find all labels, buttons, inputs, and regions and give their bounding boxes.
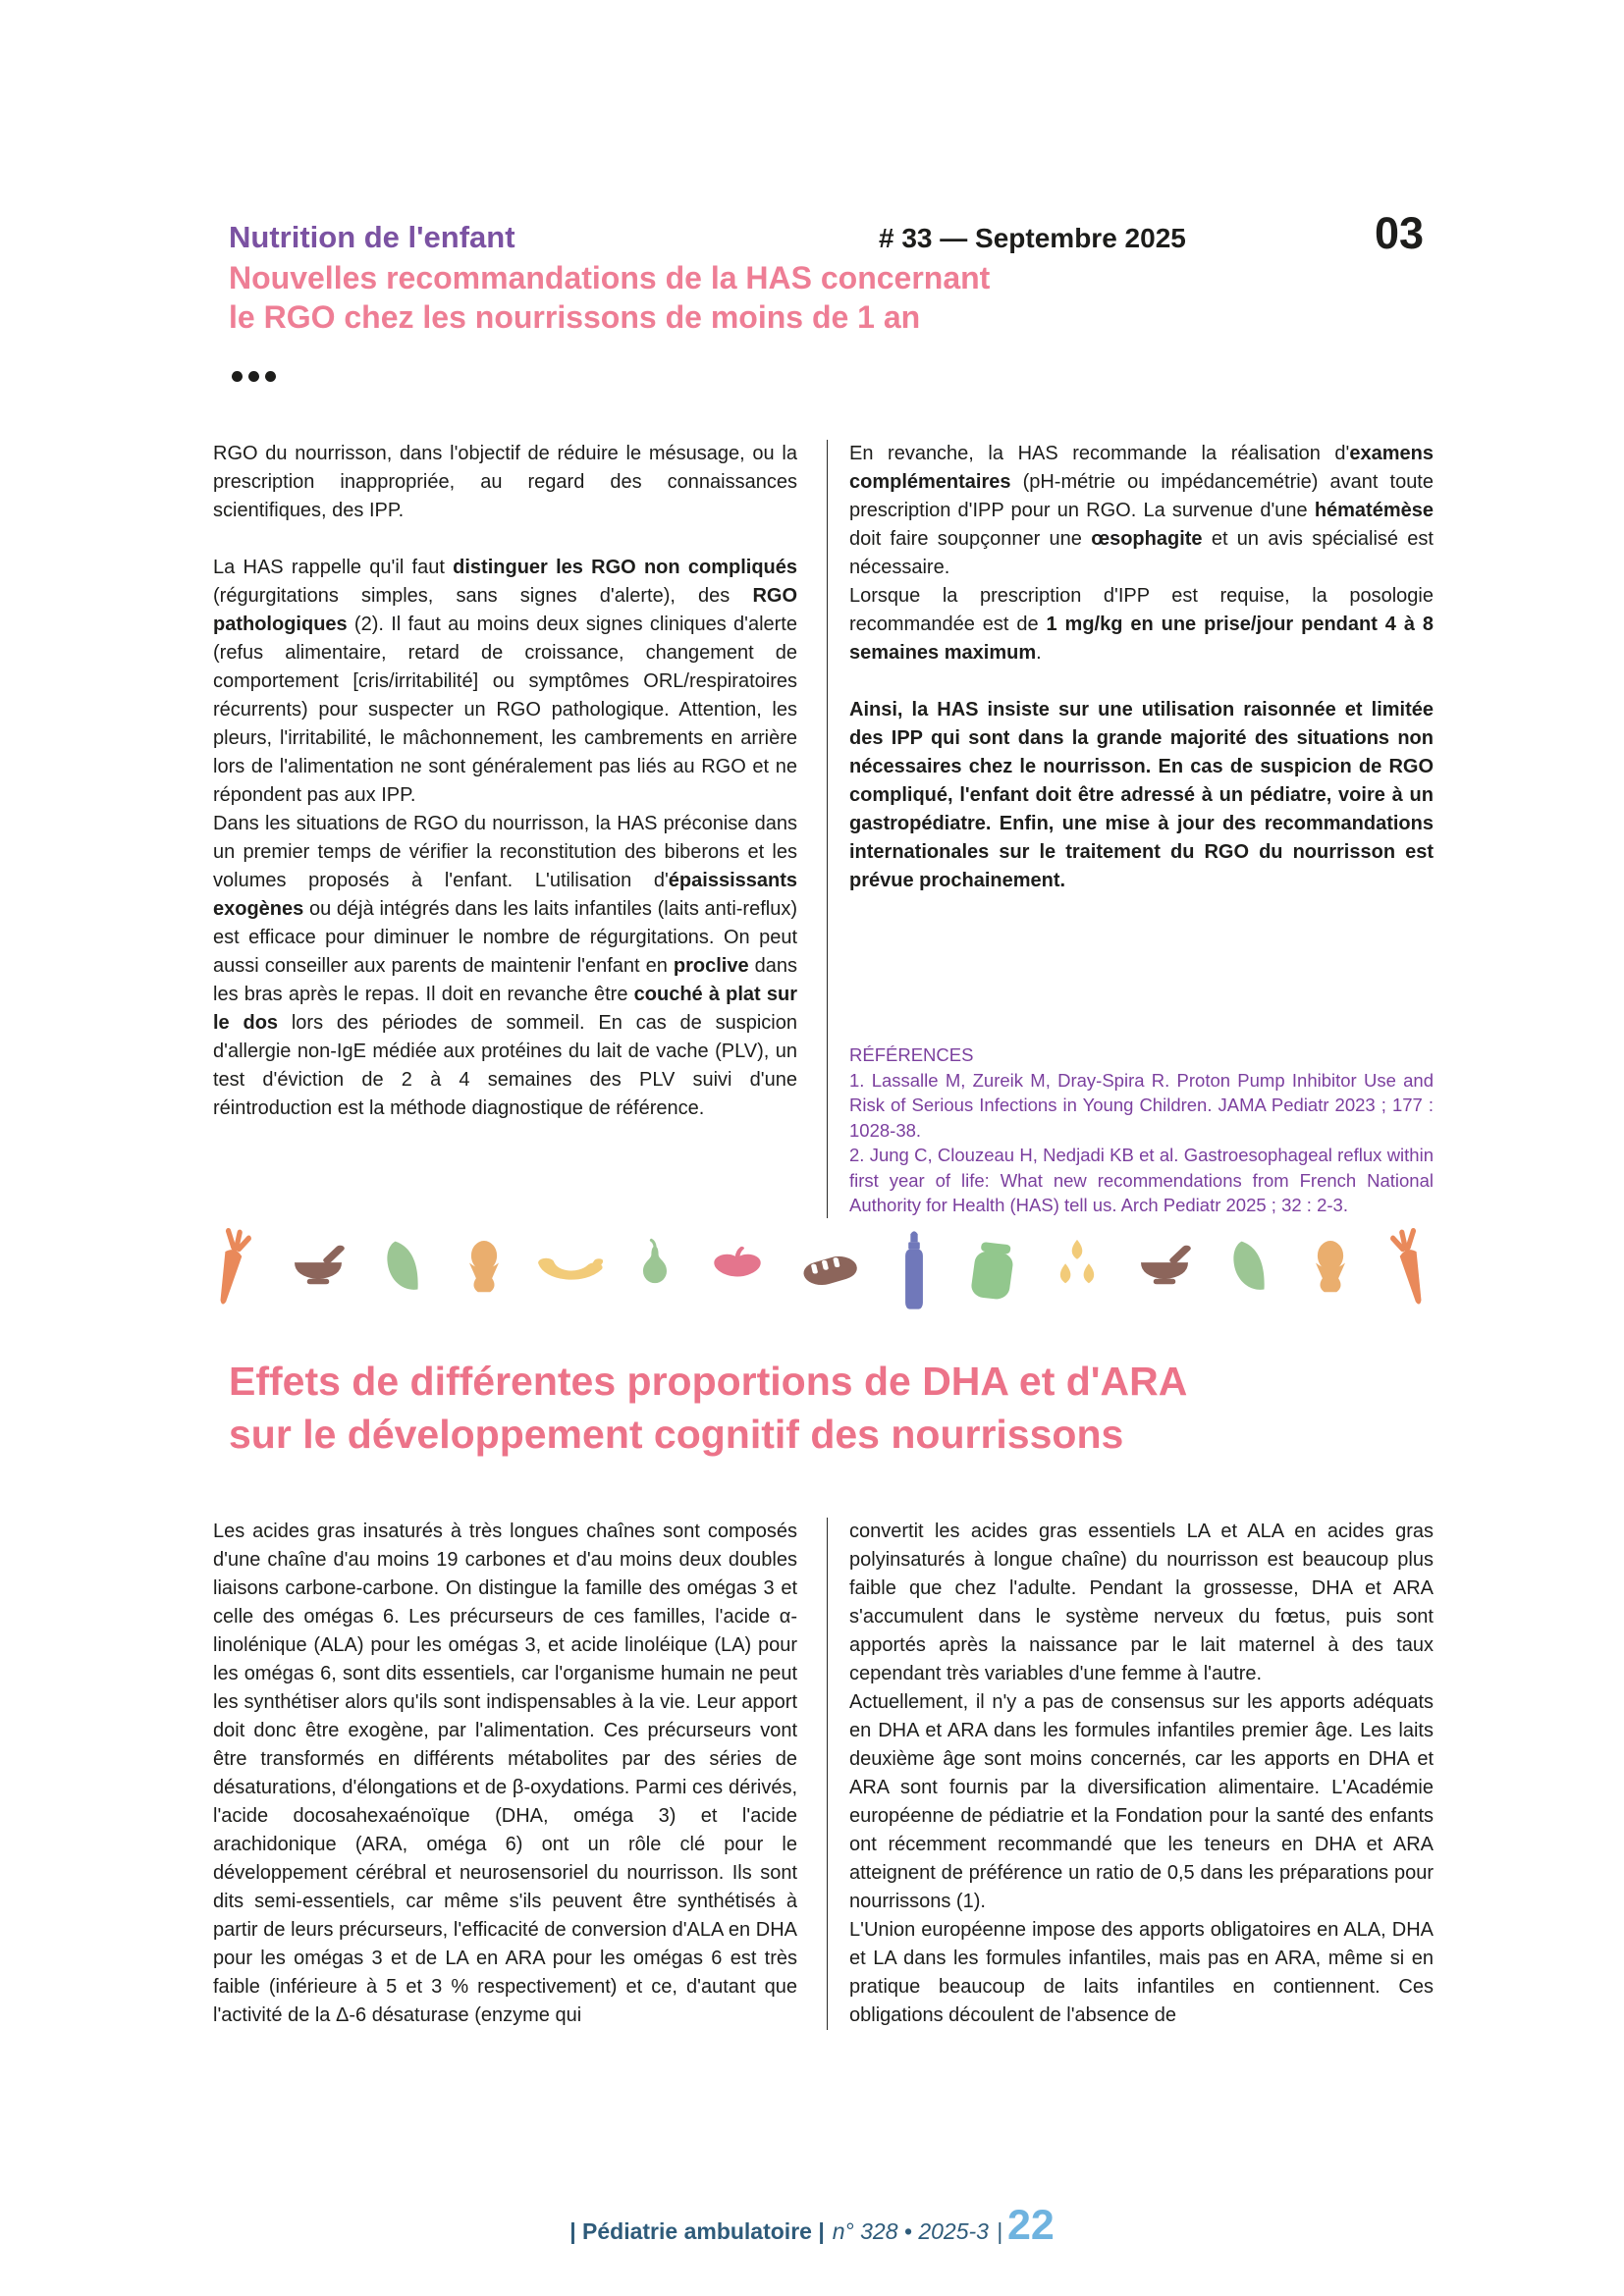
reference-item: 1. Lassalle M, Zureik M, Dray-Spira R. Proton Pump Inhibitor Use and Risk of Serious Infections in Young Children. JAMA Pediatr 2023 ; 177 : 1028-38. bbox=[849, 1069, 1434, 1141]
pear-icon bbox=[631, 1238, 678, 1305]
jar-icon bbox=[963, 1234, 1022, 1308]
paragraph bbox=[849, 1688, 1434, 1916]
page-footer bbox=[0, 2202, 1624, 2249]
paragraph bbox=[213, 554, 797, 810]
reference-item: 2. Jung C, Clouzeau H, Nedjadi KB et al. Gastroesophageal reflux within first year of life: What new recommendations from French National Authority for Health (HAS) tell us. Arch Pediatr 2025 ; 32 : 2-3. bbox=[849, 1145, 1434, 1215]
paragraph bbox=[849, 1916, 1434, 2030]
journal-name: | Pédiatrie ambulatoire | bbox=[569, 2218, 825, 2244]
article1-title-line1: Nouvelles recommandations de la HAS concernant bbox=[229, 260, 991, 295]
paragraph bbox=[849, 1518, 1434, 1688]
article1-column-right-text bbox=[849, 440, 1434, 895]
text-run: RGO pathologiques bbox=[213, 585, 797, 635]
text-run: L'Union européenne impose des apports obligatoires en ALA, DHA et LA dans les formules infantiles, mais pas en ARA, même si en pratique beaucoup de laits infantiles en contiennent. Ces obligations découlent de l'absence de bbox=[849, 1919, 1434, 2026]
footer-separator: | bbox=[996, 2218, 1002, 2244]
paragraph bbox=[849, 582, 1434, 667]
article1-title bbox=[229, 258, 990, 337]
text-run: (2). Il faut au moins deux signes cliniques d'alerte (refus alimentaire, retard de croissance, changement de comportement [cris/irritabilité] ou symptômes ORL/respiratoires récurrents) pour suspecter un RGO pathologique. Attention, les pleurs, l'irritabilité, le mâchonnement, les cambrements en arrière lors de l'alimentation ne sont généralement pas liés au RGO et ne répondent pas aux IPP. bbox=[213, 614, 797, 806]
text-run: En revanche, la HAS recommande la réalisation d' bbox=[849, 443, 1350, 464]
mortar-bowl-icon bbox=[1133, 1241, 1196, 1302]
article2-column-right bbox=[827, 1518, 1434, 2030]
text-run: proclive bbox=[673, 955, 749, 977]
melon-wedge-icon bbox=[1224, 1235, 1277, 1308]
references-block bbox=[849, 1042, 1434, 1218]
text-run: examens complémentaires bbox=[849, 443, 1434, 493]
text-run: dans les bras après le repas. Il doit en revanche être bbox=[213, 955, 797, 1005]
text-run: épaississants exogènes bbox=[213, 870, 797, 920]
issue-info: n° 328 • 2025-3 bbox=[832, 2218, 989, 2244]
article2-title-line1: Effets de différentes proportions de DHA et d'ARA bbox=[229, 1359, 1188, 1404]
dot-icon bbox=[248, 371, 259, 382]
article2-title-line2: sur le développement cognitif des nourrissons bbox=[229, 1412, 1124, 1457]
article2-column-left bbox=[213, 1518, 797, 2030]
egg-cup-icon bbox=[1306, 1238, 1355, 1305]
page-number-bottom: 22 bbox=[1006, 2202, 1055, 2249]
egg-cup-icon bbox=[460, 1238, 509, 1305]
article1-body bbox=[213, 440, 1434, 1218]
text-run: et un avis spécialisé est nécessaire. bbox=[849, 528, 1434, 578]
seeds-icon bbox=[1050, 1236, 1105, 1307]
text-run: couché à plat sur le dos bbox=[213, 984, 798, 1034]
paragraph bbox=[849, 696, 1434, 895]
apple-icon bbox=[707, 1244, 768, 1299]
continuation-dots-icon bbox=[232, 371, 276, 382]
article1-title-line2: le RGO chez les nourrissons de moins de 1 an bbox=[229, 299, 921, 335]
mortar-bowl-icon bbox=[287, 1241, 350, 1302]
text-run: doit faire soupçonner une bbox=[849, 528, 1092, 550]
paragraph bbox=[213, 1518, 797, 2030]
text-run: La HAS rappelle qu'il faut bbox=[213, 557, 454, 578]
baby-bottle-icon bbox=[893, 1226, 935, 1316]
text-run: 1 mg/kg en une prise/jour pendant 4 à 8 semaines maximum bbox=[849, 614, 1435, 664]
article2-body bbox=[213, 1518, 1434, 2030]
carrot-flipped-icon bbox=[1383, 1226, 1440, 1316]
references-title: RÉFÉRENCES bbox=[849, 1044, 974, 1065]
text-run: Lorsque la prescription d'IPP est requise, la posologie recommandée est de bbox=[849, 585, 1434, 635]
text-run: hématémèse bbox=[1314, 500, 1434, 521]
bread-icon bbox=[796, 1240, 865, 1303]
text-run: Actuellement, il n'y a pas de consensus sur les apports adéquats en DHA et ARA dans les formules infantiles premier âge. Les laits deuxième âge sont moins concernés, car les apports en DHA et ARA sont fournis par la diversification alimentaire. L'Académie européenne de pédiatrie et la Fondation pour la santé des enfants ont récemment recommandé que les teneurs en DHA et ARA atteignent de préférence un ratio de 0,5 dans les préparations pour nourrissons (1). bbox=[849, 1691, 1434, 1912]
text-run: lors des périodes de sommeil. En cas de suspicion d'allergie non-IgE médiée aux protéines du lait de vache (PLV), un test d'éviction de 2 à 4 semaines des PLV suivi d'une réintroduction est la méthode diagnostique de référence. bbox=[213, 1012, 797, 1119]
article2-title bbox=[229, 1355, 1187, 1461]
paragraph bbox=[213, 440, 797, 525]
melon-wedge-icon bbox=[378, 1235, 431, 1308]
food-icons-band bbox=[201, 1220, 1440, 1322]
text-run: (pH-métrie ou impédancemétrie) avant toute prescription d'IPP pour un RGO. La survenue d'une bbox=[849, 471, 1434, 521]
text-run: Dans les situations de RGO du nourrisson, la HAS préconise dans un premier temps de vérifier la reconstitution des biberons et les volumes proposés à l'enfant. L'utilisation d' bbox=[213, 813, 797, 891]
text-run: convertit les acides gras essentiels LA et ALA en acides gras polyinsaturés à longue chaîne) du nourrisson est beaucoup plus faible que chez l'adulte. Pendant la grossesse, DHA et ARA s'accumulent dans le système nerveux du fœtus, puis sont apportés après la naissance par le lait maternel à des taux cependant très variables d'une femme à l'autre. bbox=[849, 1521, 1434, 1684]
page-number-top: 03 bbox=[1375, 208, 1425, 258]
dot-icon bbox=[265, 371, 276, 382]
section-title: Nutrition de l'enfant bbox=[229, 220, 515, 254]
text-run: ou déjà intégrés dans les laits infantiles (laits anti-reflux) est efficace pour diminuer le nombre de régurgitations. On peut aussi conseiller aux parents de maintenir l'enfant en bbox=[213, 898, 797, 977]
issue-date: # 33 — Septembre 2025 bbox=[879, 223, 1186, 253]
text-run: distinguer les RGO non compliqués bbox=[453, 557, 797, 578]
text-run: RGO du nourrisson, dans l'objectif de réduire le mésusage, ou la prescription inappropriée, au regard des connaissances scientifiques, des IPP. bbox=[213, 443, 797, 521]
text-run: Les acides gras insaturés à très longues chaînes sont composés d'une chaîne d'au moins 19 carbones et d'au moins deux doubles liaisons carbone-carbone. On distingue la famille des omégas 3 et celle des omégas 6. Les précurseurs de ces familles, l'acide α-linolénique (ALA) pour les omégas 3, et acide linoléique (LA) pour les omégas 6, sont dits essentiels, car l'organisme humain ne peut les synthétiser alors qu'ils sont indispensables à la vie. Leur apport doit donc être exogène, par l'alimentation. Ces précurseurs vont être transformés en différents métabolites par des séries de désaturations, d'élongations et de β-oxydations. Parmi ces dérivés, l'acide docosahexaénoïque (DHA, oméga 3) et l'acide arachidonique (ARA, oméga 6) ont un rôle clé pour le développement cérébral et neurosensoriel du nourrisson. Ils sont dits semi-essentiels, car même s'ils peuvent être synthétisés à partir de leurs précurseurs, l'efficacité de conversion d'ALA en DHA pour les omégas 3 et de LA en ARA pour les omégas 6 est très faible (inférieure à 5 et 3 % respectivement) et ce, d'autant que l'activité de la Δ-6 désaturase (enzyme qui bbox=[213, 1521, 797, 2026]
text-run: Ainsi, la HAS insiste sur une utilisation raisonnée et limitée des IPP qui sont dans la grande majorité des situations non nécessaires chez le nourrisson. En cas de suspicion de RGO compliqué, l'enfant doit être adressé à un pédiatre, voire à un gastropédiatre. Enfin, une mise à jour des recommandations internationales sur le traitement du RGO du nourrisson est prévue prochainement. bbox=[849, 699, 1434, 891]
text-run: . bbox=[1036, 642, 1042, 664]
paragraph bbox=[849, 440, 1434, 582]
references-list bbox=[849, 1068, 1434, 1218]
article1-column-right bbox=[827, 440, 1434, 1218]
text-run: (régurgitations simples, sans signes d'alerte), des bbox=[213, 585, 753, 607]
carrot-icon bbox=[201, 1226, 258, 1316]
dot-icon bbox=[232, 371, 243, 382]
article1-column-left bbox=[213, 440, 797, 1218]
banana-icon bbox=[536, 1245, 603, 1298]
text-run: œsophagite bbox=[1091, 528, 1203, 550]
paragraph bbox=[213, 810, 797, 1123]
